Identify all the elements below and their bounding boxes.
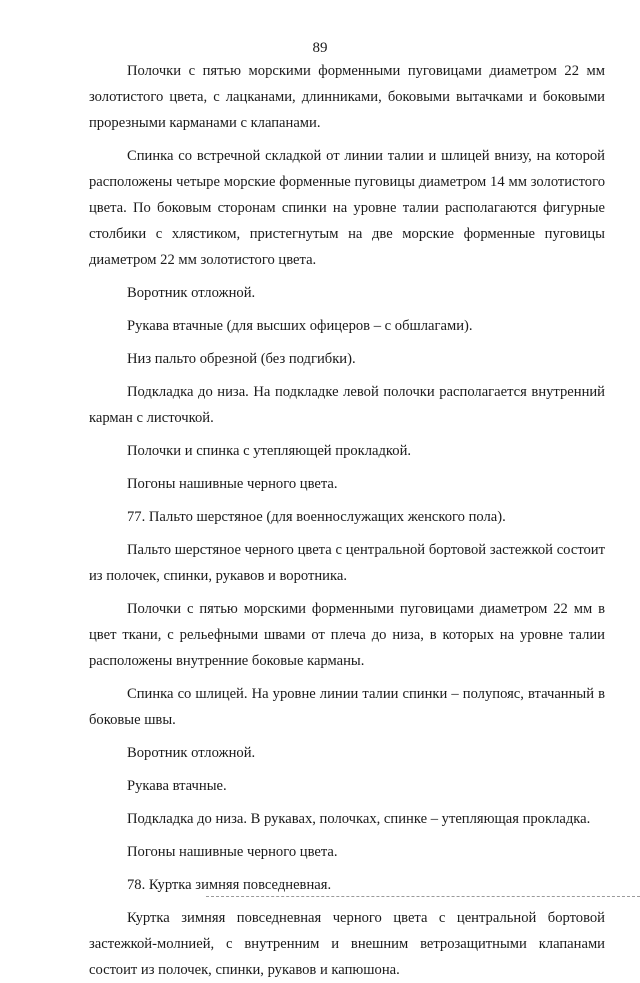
document-body (89, 58, 605, 983)
paragraph: Куртка зимняя повседневная черного цвета с центральной бортовой застежкой-молнией, с внутренним и внешним ветрозащитными клапанами состоит из полочек, спинки, рукавов и капюшона. (89, 910, 605, 978)
paragraph: Воротник отложной. (127, 745, 256, 761)
paragraph: Полочки с пятью морскими форменными пуговицами диаметром 22 мм в цвет ткани, с рельефными швами от плеча до низа, в которых на уровне талии расположены внутренние боковые карманы. (89, 601, 605, 669)
page-number: 89 (312, 40, 328, 56)
paragraph: Погоны нашивные черного цвета. (127, 844, 338, 860)
paragraph: Спинка со встречной складкой от линии талии и шлицей внизу, на которой расположены четыре морские форменные пуговицы диаметром 14 мм золотистого цвета. По боковым сторонам спинки на уровне талии располагаются фигурные столбики с хлястиком, пристегнутым на две морские форменные пуговицы диаметром 22 мм золотистого цвета. (89, 148, 605, 268)
paragraph: Рукава втачные (для высших офицеров – с обшлагами). (127, 318, 473, 334)
paragraph: Погоны нашивные черного цвета. (127, 476, 338, 492)
paragraph: Подкладка до низа. На подкладке левой полочки располагается внутренний карман с листочкой. (89, 384, 605, 426)
section-heading: 78. Куртка зимняя повседневная. (127, 877, 332, 893)
section-heading: 77. Пальто шерстяное (для военнослужащих женского пола). (127, 509, 506, 525)
paragraph: Спинка со шлицей. На уровне линии талии спинки – полупояс, втачанный в боковые швы. (89, 686, 605, 728)
paragraph: Низ пальто обрезной (без подгибки). (127, 351, 356, 367)
bottom-dashed-rule (206, 896, 640, 897)
paragraph: Воротник отложной. (127, 285, 256, 301)
paragraph: Полочки и спинка с утепляющей прокладкой. (127, 443, 412, 459)
paragraph: Полочки с пятью морскими форменными пуговицами диаметром 22 мм золотистого цвета, с лацканами, длинниками, боковыми вытачками и боковыми прорезными карманами с клапанами. (89, 63, 605, 131)
paragraph: Рукава втачные. (127, 778, 227, 794)
paragraph: Подкладка до низа. В рукавах, полочках, спинке – утепляющая прокладка. (127, 811, 591, 827)
paragraph: Пальто шерстяное черного цвета с центральной бортовой застежкой состоит из полочек, спинки, рукавов и воротника. (89, 542, 605, 584)
